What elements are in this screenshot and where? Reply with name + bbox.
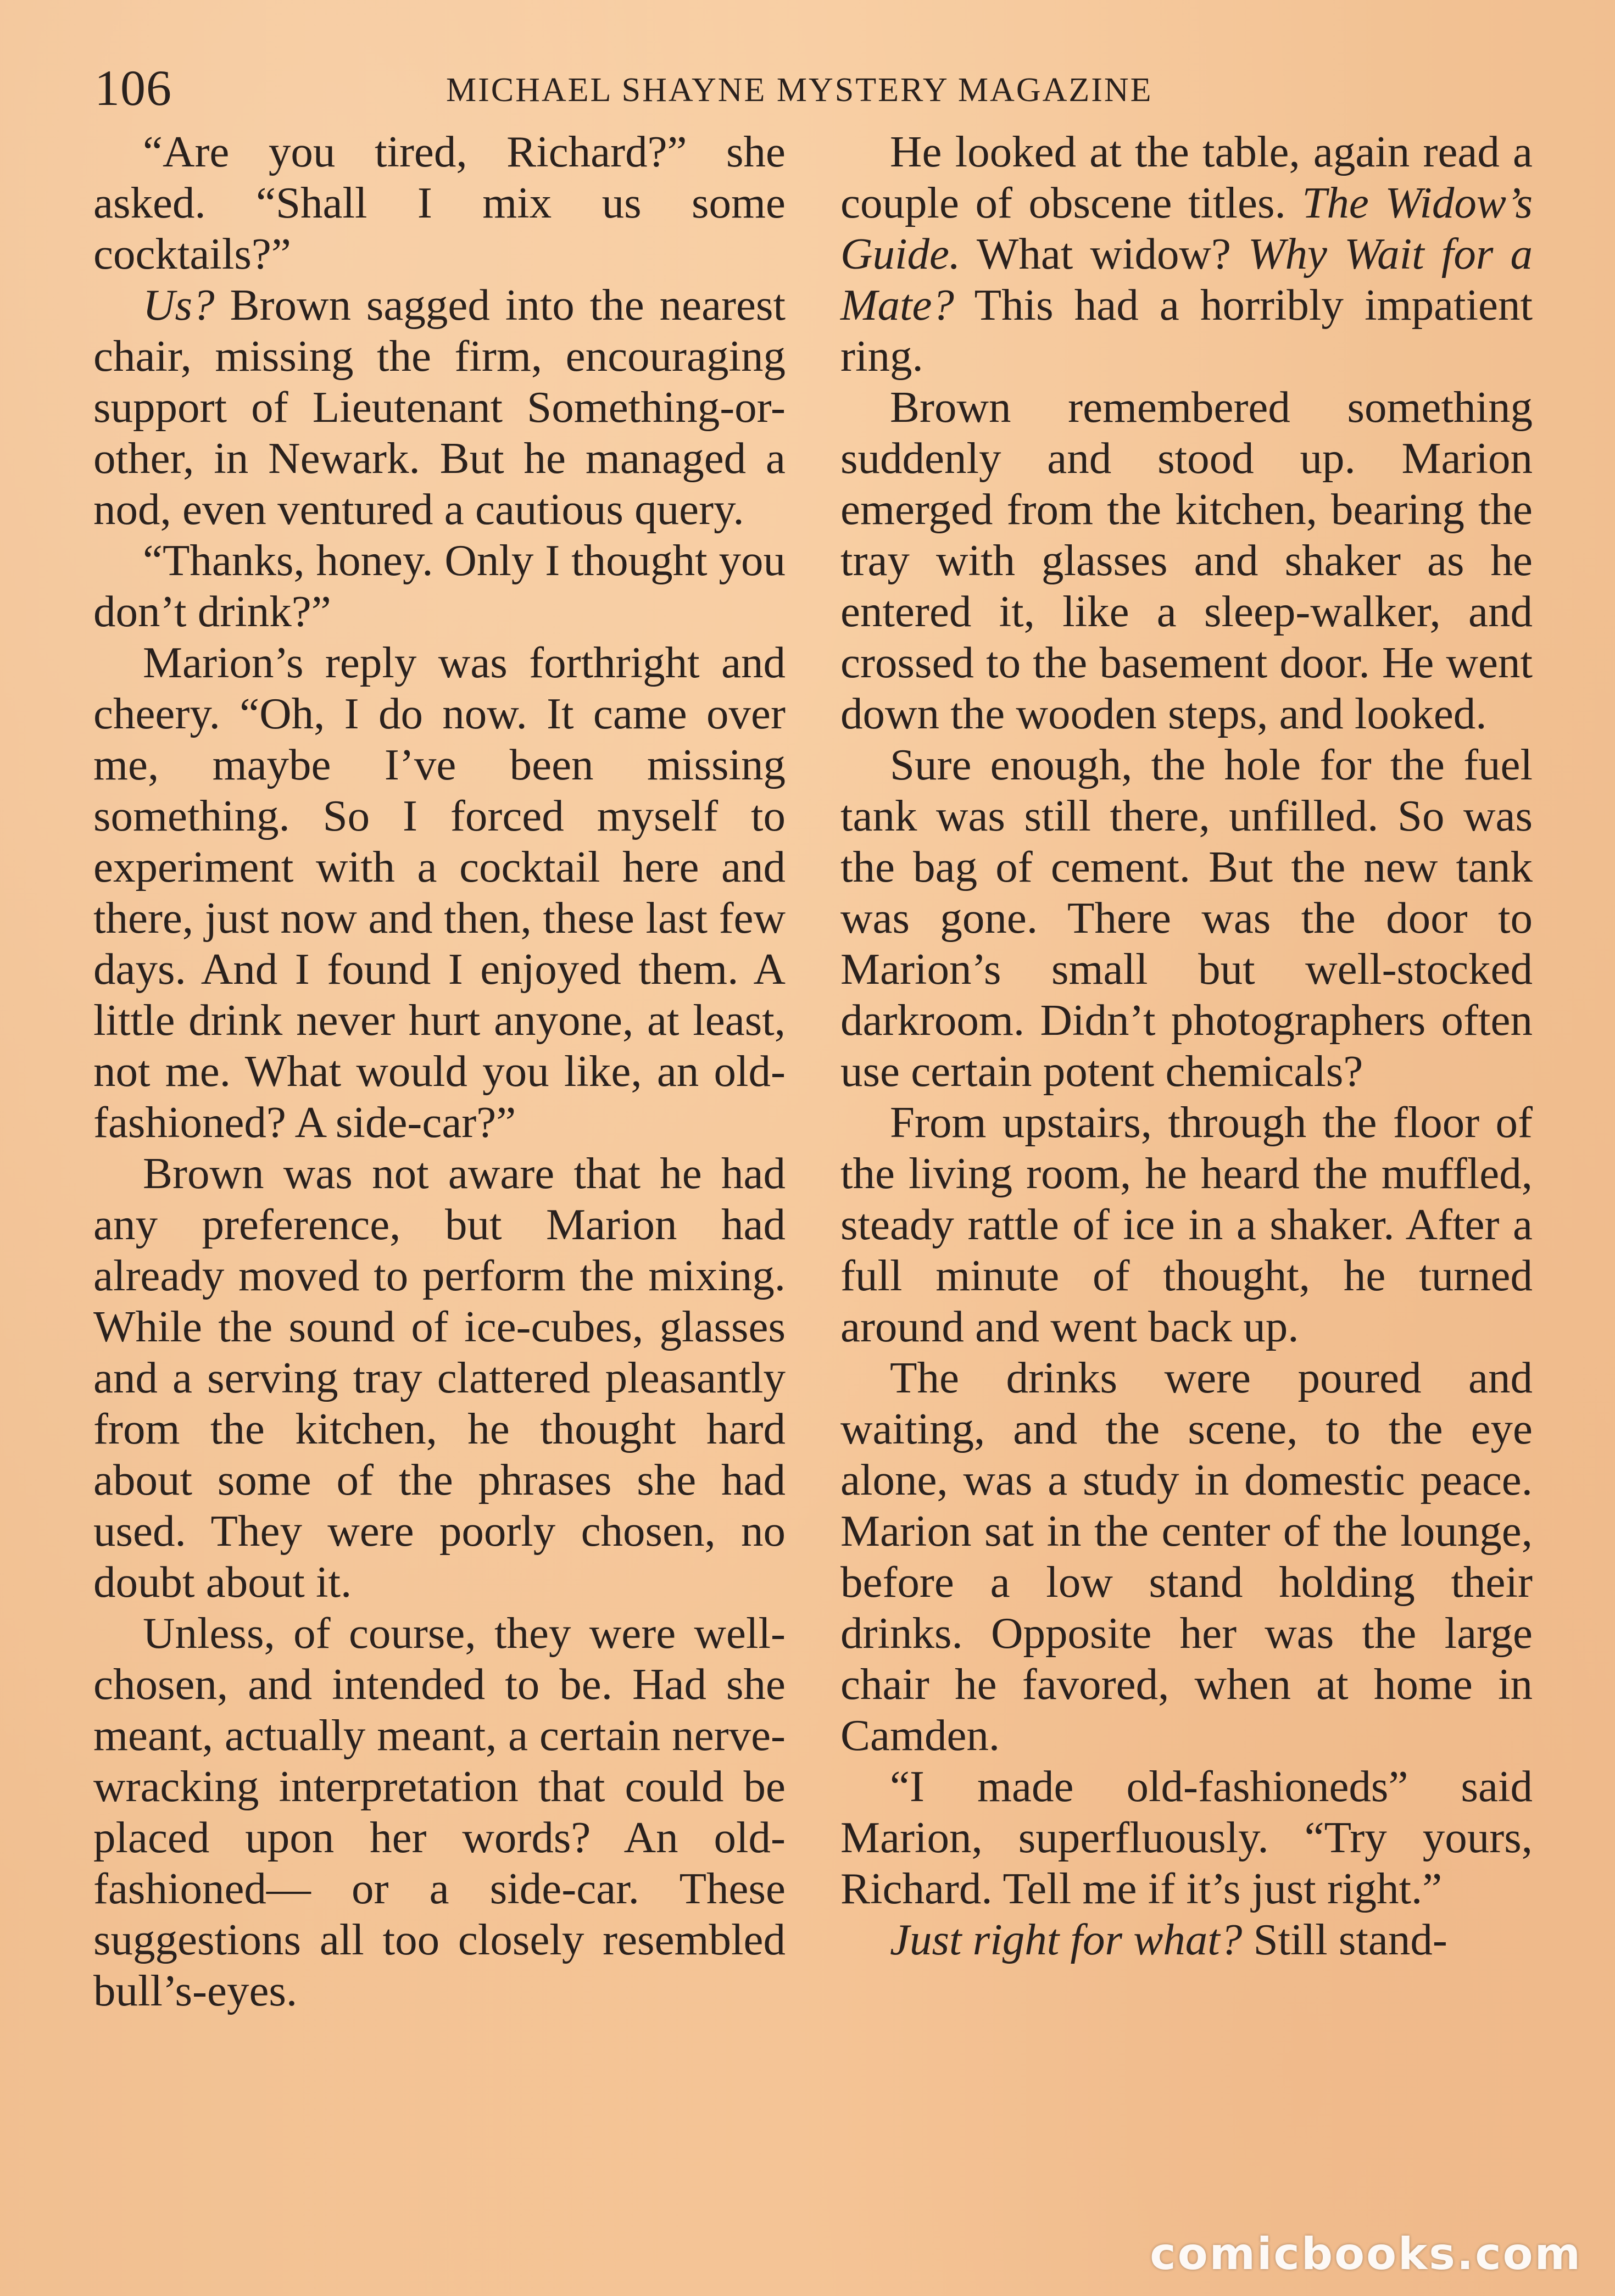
paragraph: Brown remembered something suddenly and stood up. Marion emerged from the kitchen, bearing the tray with glasses and shaker as he entered it, like a sleep-walker, and crossed to the basement door. He went down the wooden steps, and looked. (840, 382, 1533, 738)
paragraph: Brown was not aware that he had any preference, but Marion had already moved to perform the mixing. While the sound of ice-cubes, glasses and a serving tray clattered pleasantly from the kitchen, he thought hard about some of the phrases she had used. They were poorly chosen, no doubt about it. (93, 1149, 786, 1607)
paragraph-text: He looked at the table, again read a couple of obscene titles. (840, 127, 1533, 227)
paragraph-text: Still stand- (1242, 1915, 1447, 1964)
page-number: 106 (94, 60, 172, 116)
paragraph: From upstairs, through the floor of the living room, he heard the muffled, steady rattle of ice in a shaker. After a full minute of thought, he turned around and went back up. (840, 1097, 1533, 1351)
page-header (94, 55, 1523, 121)
paragraph: Unless, of course, they were well-chosen, and intended to be. Had she meant, actually meant, a certain nerve-wracking interpretation that could be placed upon her words? An old-fashioned— or a side-car. These suggestions all too closely resembled bull’s-eyes. (93, 1608, 786, 2015)
paragraph: Marion’s reply was forthright and cheery. “Oh, I do now. It came over me, maybe I’ve been missing something. So I forced myself to experiment with a cocktail here and there, just now and then, these last few days. And I found I enjoyed them. A little drink never hurt anyone, at least, not me. What would you like, an old-fashioned? A side-car?” (93, 638, 786, 1147)
paragraph: “Are you tired, Richard?” she asked. “Shall I mix us some cocktails?” (93, 127, 786, 278)
paragraph: “Thanks, honey. Only I thought you don’t drink?” (93, 536, 786, 636)
paragraph-text: Brown sagged into the nearest chair, missing the firm, encouraging support of Lieutenant Something-or-other, in Newark. But he managed a nod, even ventured a cautious query. (93, 280, 786, 534)
watermark: comicbooks.com (1150, 2228, 1582, 2280)
paragraph-text: What widow? (960, 229, 1249, 278)
paragraph: Sure enough, the hole for the fuel tank was still there, unfilled. So was the bag of cement. But the new tank was gone. There was the door to Marion’s small but well-stocked darkroom. Didn’t photographers often use certain potent chemicals? (840, 740, 1533, 1096)
paragraph: “I made old-fashioneds” said Marion, superfluously. “Try yours, Richard. Tell me if it’s just right.” (840, 1762, 1533, 1913)
italic-title: Why Wait for a Mate? (840, 229, 1533, 330)
running-head: MICHAEL SHAYNE MYSTERY MAGAZINE (446, 71, 1153, 109)
paragraph: The drinks were poured and waiting, and the scene, to the eye alone, was a study in domestic peace. Marion sat in the center of the lounge, before a low stand holding their drinks. Opposite her was the large chair he favored, when at home in Camden. (840, 1353, 1533, 1760)
paragraph (840, 126, 1533, 382)
paragraph (840, 1914, 1533, 1965)
left-column (93, 126, 786, 2016)
italic-title: The Widow’s Guide. (840, 178, 1533, 278)
right-column (840, 126, 1533, 1965)
paragraph-text: This had a horribly impatient ring. (840, 280, 1533, 381)
italic-text: Just right for what? (890, 1915, 1243, 1964)
paragraph (93, 280, 786, 535)
italic-text: Us? (143, 280, 215, 330)
